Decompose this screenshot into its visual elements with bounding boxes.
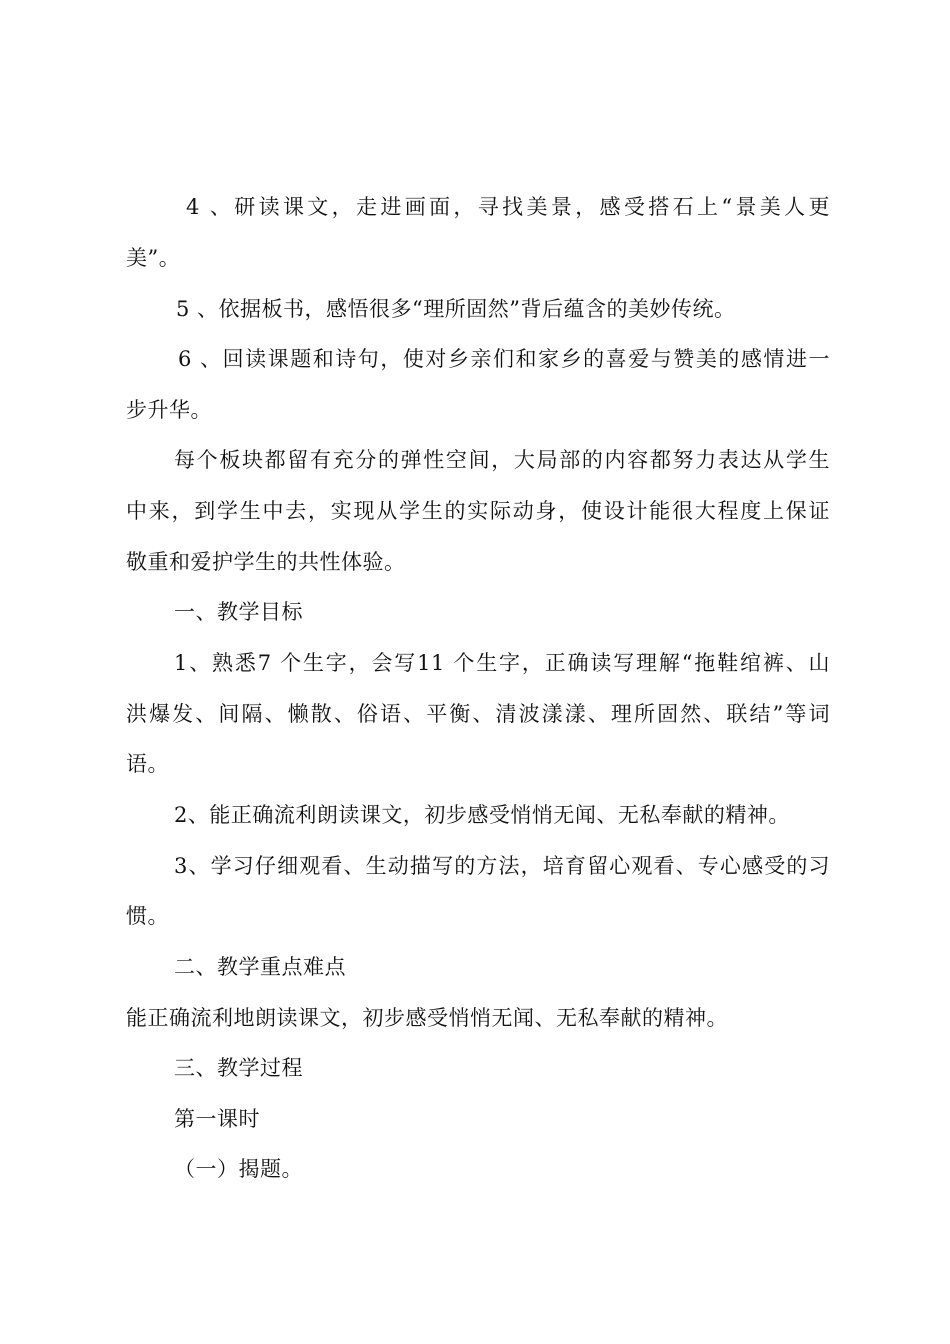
paragraph-line: 5 、依据板书，感悟很多“理所固然”背后蕴含的美妙传统。 <box>176 297 736 321</box>
subsection-heading: 第一课时 <box>174 1107 260 1131</box>
paragraph-line: 惯。 <box>126 904 169 928</box>
paragraph-line: 能正确流利地朗读课文，初步感受悄悄无闻、无私奉献的精神。 <box>126 1006 728 1030</box>
paragraph-line: 语。 <box>126 752 169 776</box>
paragraph-line: 每个板块都留有充分的弹性空间，大局部的内容都努力表达从学生 <box>174 448 830 472</box>
paragraph-line: 洪爆发、间隔、懒散、俗语、平衡、清波漾漾、理所固然、联结”等词 <box>126 702 830 726</box>
paragraph-line: 中来，到学生中去，实现从学生的实际动身，使设计能很大程度上保证 <box>126 499 830 523</box>
section-heading: 一、教学目标 <box>174 600 303 624</box>
paragraph-line: 2、能正确流利朗读课文，初步感受悄悄无闻、无私奉献的精神。 <box>174 803 790 827</box>
paragraph-line: 敬重和爱护学生的共性体验。 <box>126 550 406 574</box>
paragraph-line: 3、学习仔细观看、生动描写的方法，培育留心观看、专心感受的习 <box>174 854 830 878</box>
section-heading: 三、教学过程 <box>174 1056 303 1080</box>
paragraph-line: 1、熟悉7 个生字，会写11 个生字，正确读写理解“拖鞋绾裤、山 <box>174 651 830 675</box>
paragraph-line: 6 、回读课题和诗句，使对乡亲们和家乡的喜爱与赞美的感情进一 <box>178 347 830 371</box>
paragraph-line: 美”。 <box>126 246 181 270</box>
paragraph-line: 步升华。 <box>126 398 212 422</box>
section-heading: 二、教学重点难点 <box>174 955 346 979</box>
paragraph-line: 4 、研读课文，走进画面，寻找美景，感受搭石上“景美人更 <box>186 195 830 219</box>
subsection-heading: （一）揭题。 <box>174 1157 303 1181</box>
